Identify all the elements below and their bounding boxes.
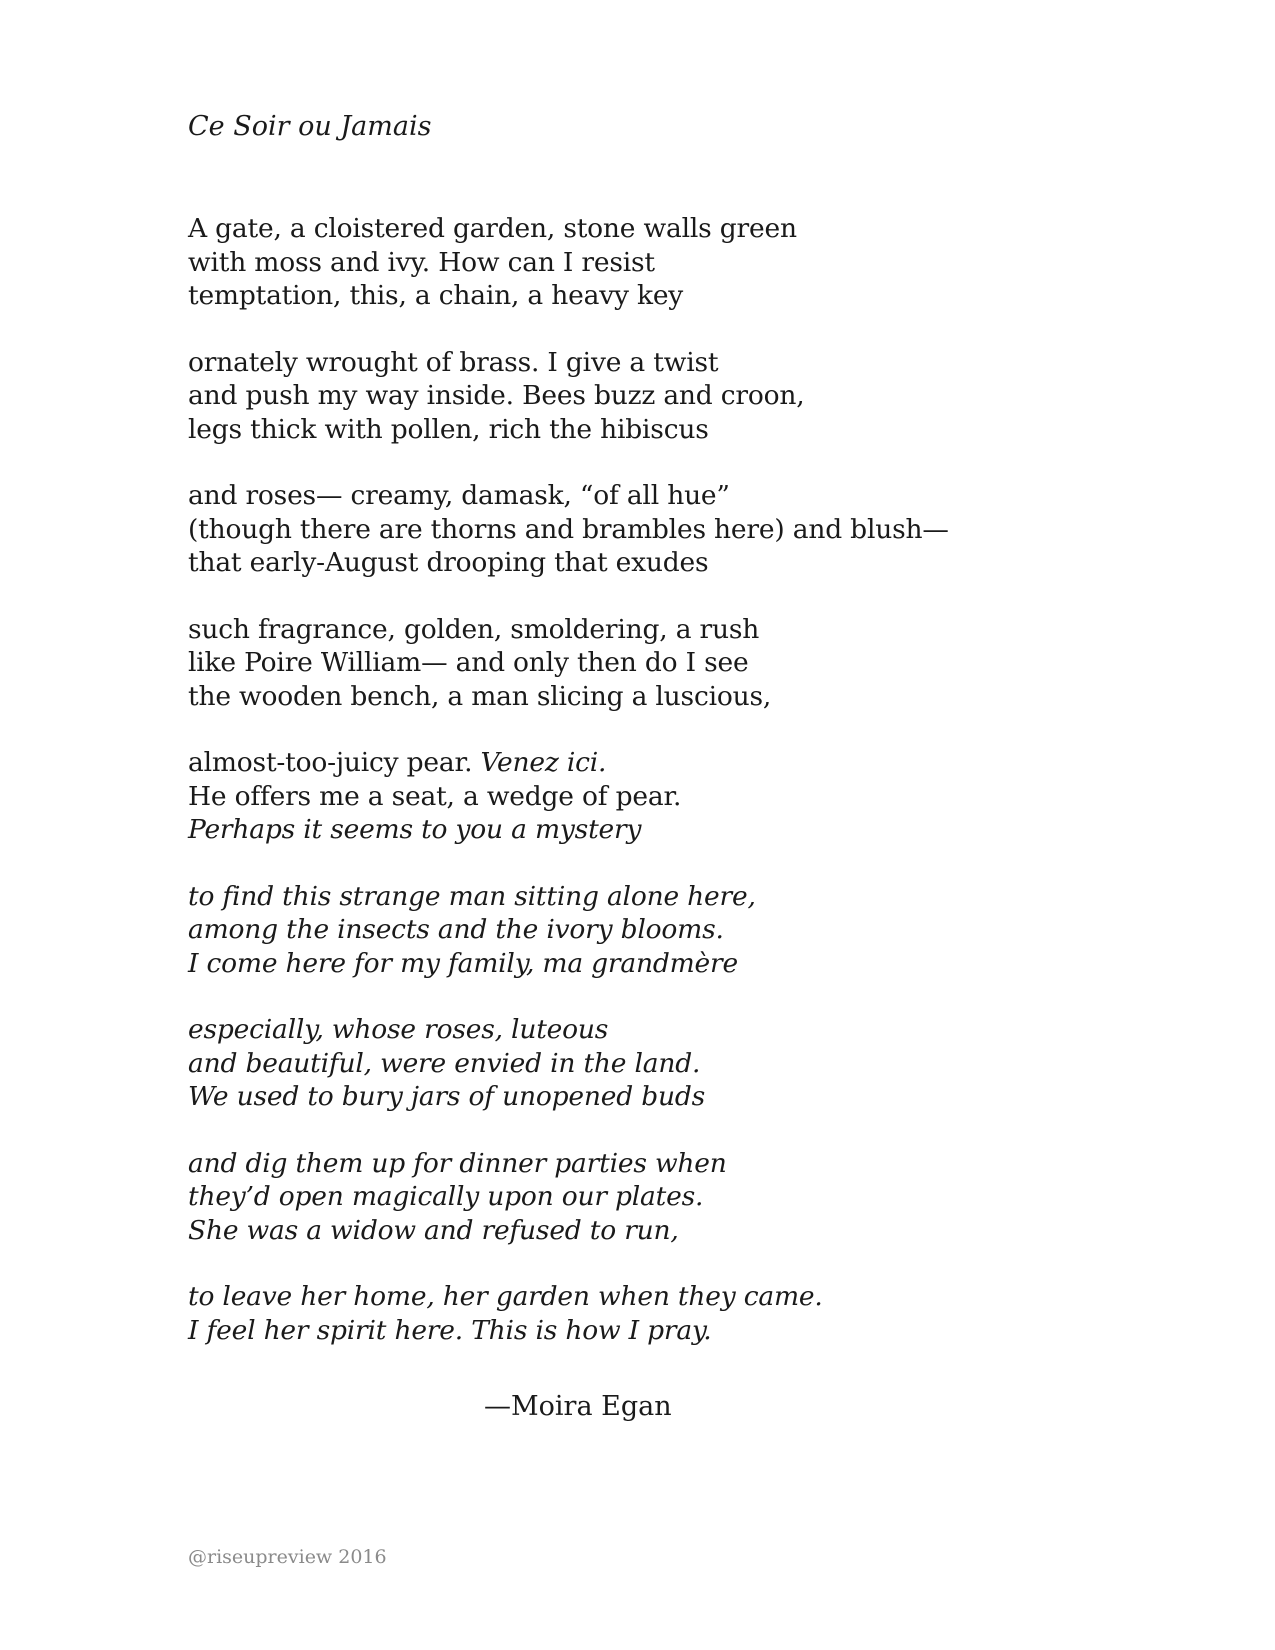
poem-line-text: like Poire William— and only then do I see — [188, 647, 749, 678]
poem-line — [188, 1214, 1188, 1248]
poem-line — [188, 413, 1188, 447]
poem-line-text: almost-too-juicy pear. — [188, 747, 481, 778]
poem-line — [188, 613, 1188, 647]
stanza — [188, 746, 1188, 847]
poem-line-text: and dig them up for dinner parties when — [188, 1147, 727, 1179]
poem-line — [188, 1280, 1188, 1314]
poem-line-text: the wooden bench, a man slicing a luscious, — [188, 680, 772, 712]
poem-line — [188, 1180, 1188, 1214]
poem-line-text: (though there are thorns and brambles here) and blush— — [188, 513, 949, 545]
poem-title: Ce Soir ou Jamais — [188, 111, 432, 142]
poem-line — [188, 546, 1188, 580]
poem-line — [188, 746, 1188, 780]
poem-line-text: and push my way inside. Bees buzz and croon, — [188, 380, 805, 411]
poem-line — [188, 1013, 1188, 1047]
poem-line-text: legs thick with pollen, rich the hibiscus — [188, 413, 709, 445]
poem-line — [188, 913, 1188, 947]
poem-line-text: ornately wrought of brass. I give a twist — [188, 346, 719, 378]
stanza — [188, 613, 1188, 714]
poem-line — [188, 279, 1188, 313]
poem-line-text: Perhaps it seems to you a mystery — [188, 814, 642, 845]
poem-body — [188, 212, 1188, 1380]
poem-line — [188, 780, 1188, 814]
poem-author: —Moira Egan — [484, 1391, 672, 1422]
poem-line — [188, 379, 1188, 413]
poem-line-text: among the insects and the ivory blooms. — [188, 914, 724, 945]
poem-line-text: She was a widow and refused to run, — [188, 1214, 679, 1246]
poem-line — [188, 813, 1188, 847]
poem-line — [188, 947, 1188, 981]
poem-line — [188, 513, 1188, 547]
poem-line-text: We used to bury jars of unopened buds — [188, 1081, 705, 1112]
footer-credit: @riseupreview 2016 — [188, 1546, 387, 1568]
poem-line — [188, 479, 1188, 513]
poem-line — [188, 880, 1188, 914]
poem-line-text: to leave her home, her garden when they came. — [188, 1281, 823, 1312]
poem-line-text: and beautiful, were envied in the land. — [188, 1047, 701, 1079]
stanza — [188, 479, 1188, 580]
poem-line-italic-phrase: Venez ici. — [480, 747, 607, 778]
poem-line — [188, 1147, 1188, 1181]
poem-line-text: to find this strange man sitting alone here, — [188, 880, 756, 912]
stanza — [188, 880, 1188, 981]
poem-line-text: that early-August drooping that exudes — [188, 547, 709, 578]
poem-line-text: and roses— creamy, damask, “of all hue” — [188, 480, 730, 511]
poem-line-text: I come here for my family, ma grandmère — [188, 947, 738, 979]
poem-line — [188, 680, 1188, 714]
poem-line — [188, 1080, 1188, 1114]
poem-line — [188, 212, 1188, 246]
poem-line-text: especially, whose roses, luteous — [188, 1014, 609, 1045]
stanza — [188, 1280, 1188, 1347]
poem-line-text: they’d open magically upon our plates. — [188, 1181, 704, 1212]
poem-line-text: such fragrance, golden, smoldering, a rush — [188, 613, 760, 645]
poem-line-text: temptation, this, a chain, a heavy key — [188, 280, 684, 311]
stanza — [188, 1013, 1188, 1114]
stanza — [188, 212, 1188, 313]
stanza — [188, 1147, 1188, 1248]
poem-line — [188, 646, 1188, 680]
stanza — [188, 346, 1188, 447]
poem-line-text: A gate, a cloistered garden, stone walls green — [188, 213, 797, 244]
poem-line — [188, 346, 1188, 380]
poem-line — [188, 246, 1188, 280]
poem-line — [188, 1047, 1188, 1081]
poem-line — [188, 1314, 1188, 1348]
poem-line-text: I feel her spirit here. This is how I pray. — [188, 1314, 712, 1346]
poem-line-text: He offers me a seat, a wedge of pear. — [188, 780, 682, 812]
poem-line-text: with moss and ivy. How can I resist — [188, 246, 655, 278]
